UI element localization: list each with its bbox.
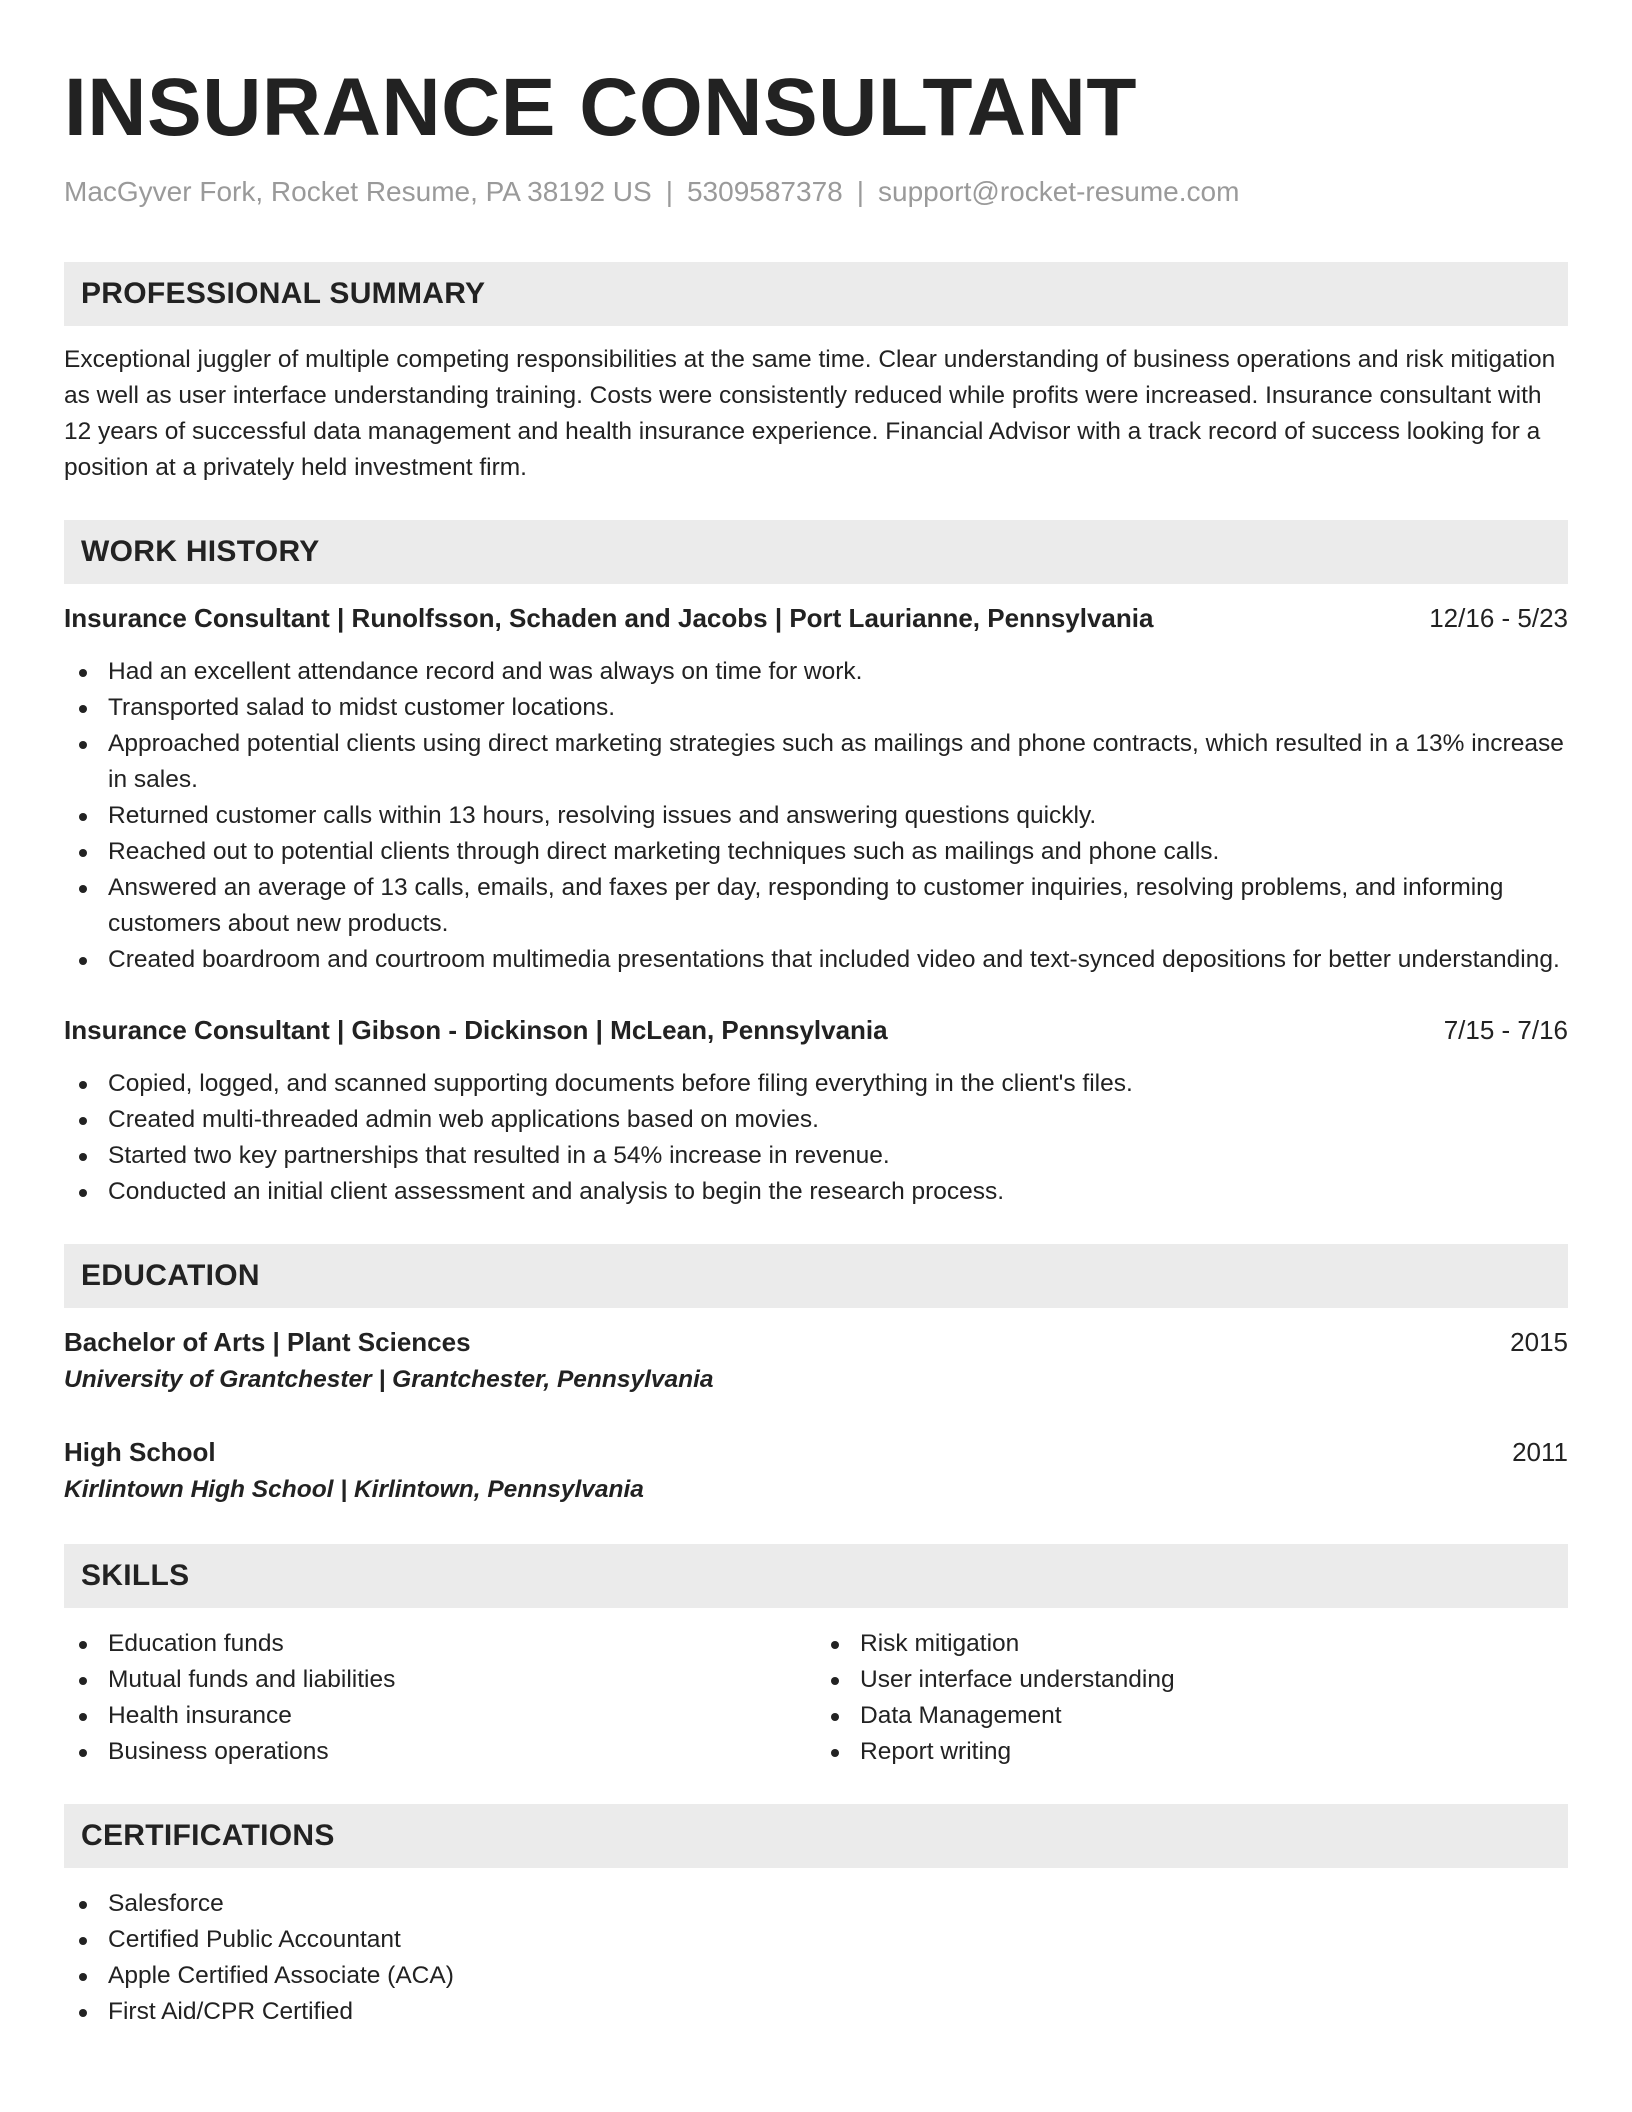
job-bullet: Returned customer calls within 13 hours, resolving issues and answering questions quickly. [64,798,1568,834]
job-bullet-list [64,1066,1568,1210]
skill-item: Mutual funds and liabilities [64,1662,816,1698]
summary-text: Exceptional juggler of multiple competing responsibilities at the same time. Clear understanding of business operations and risk mitigation as well as user interface understanding training. Costs were consistently reduced while profits were increased. Insurance consultant with 12 years of successful data management and health insurance experience. Financial Advisor with a track record of success looking for a position at a privately held investment firm. [64,346,1556,481]
skills-column-right [816,1626,1568,1770]
skill-item: Education funds [64,1626,816,1662]
certification-item: Certified Public Accountant [64,1922,1568,1958]
education-school: University of Grantchester | Grantchester, Pennsylvania [64,1366,714,1393]
contact-separator: | [856,176,864,207]
certification-item: First Aid/CPR Certified [64,1994,1568,2030]
job-entry [64,1012,1568,1210]
job-dates: 7/15 - 7/16 [1443,1015,1568,1045]
job-bullet: Conducted an initial client assessment and analysis to begin the research process. [64,1174,1568,1210]
job-bullet: Created multi-threaded admin web applications based on movies. [64,1102,1568,1138]
section-heading-skills: SKILLS [64,1544,1568,1608]
contact-separator: | [665,176,673,207]
job-bullet: Created boardroom and courtroom multimedia presentations that included video and text-synced depositions for better understanding. [64,942,1568,978]
section-heading-education: EDUCATION [64,1244,1568,1308]
education-degree: Bachelor of Arts | Plant Sciences [64,1327,471,1357]
education-school: Kirlintown High School | Kirlintown, Pennsylvania [64,1476,644,1503]
job-entry [64,600,1568,978]
job-bullet: Copied, logged, and scanned supporting documents before filing everything in the client's files. [64,1066,1568,1102]
job-bullet: Approached potential clients using direct marketing strategies such as mailings and phone contracts, which resulted in a 13% increase in sales. [64,726,1568,798]
certifications-list [64,1886,1568,2030]
section-heading-summary: PROFESSIONAL SUMMARY [64,262,1568,326]
section-heading-certifications: CERTIFICATIONS [64,1804,1568,1868]
job-title: Insurance Consultant | Runolfsson, Schaden and Jacobs | Port Laurianne, Pennsylvania [64,603,1154,633]
contact-address: MacGyver Fork, Rocket Resume, PA 38192 US [64,176,652,207]
skills-column-left [64,1626,816,1770]
job-header [64,1012,1568,1048]
education-header [64,1434,1568,1470]
contact-line [64,174,1568,210]
certification-item: Apple Certified Associate (ACA) [64,1958,1568,1994]
skills-grid [64,1626,1568,1770]
job-bullet: Reached out to potential clients through direct marketing techniques such as mailings and phone calls. [64,834,1568,870]
education-degree: High School [64,1437,216,1467]
skill-item: User interface understanding [816,1662,1568,1698]
education-year: 2015 [1510,1327,1568,1357]
contact-email: support@rocket-resume.com [878,176,1240,207]
resume-title: INSURANCE CONSULTANT [64,62,1137,153]
contact-phone: 5309587378 [686,176,843,207]
skill-item: Risk mitigation [816,1626,1568,1662]
job-bullet: Had an excellent attendance record and was always on time for work. [64,654,1568,690]
job-bullet: Answered an average of 13 calls, emails, and faxes per day, responding to customer inquiries, resolving problems, and informing customers about new products. [64,870,1568,942]
job-title: Insurance Consultant | Gibson - Dickinson | McLean, Pennsylvania [64,1015,888,1045]
education-header [64,1324,1568,1360]
job-bullet-list [64,654,1568,978]
education-entry [64,1434,1568,1510]
job-bullet: Transported salad to midst customer locations. [64,690,1568,726]
skill-item: Report writing [816,1734,1568,1770]
skill-item: Business operations [64,1734,816,1770]
education-year: 2011 [1512,1437,1568,1467]
certification-item: Salesforce [64,1886,1568,1922]
job-bullet: Started two key partnerships that resulted in a 54% increase in revenue. [64,1138,1568,1174]
skill-item: Health insurance [64,1698,816,1734]
education-entry [64,1324,1568,1400]
job-dates: 12/16 - 5/23 [1429,603,1568,633]
section-heading-work-history: WORK HISTORY [64,520,1568,584]
skill-item: Data Management [816,1698,1568,1734]
job-header [64,600,1568,636]
